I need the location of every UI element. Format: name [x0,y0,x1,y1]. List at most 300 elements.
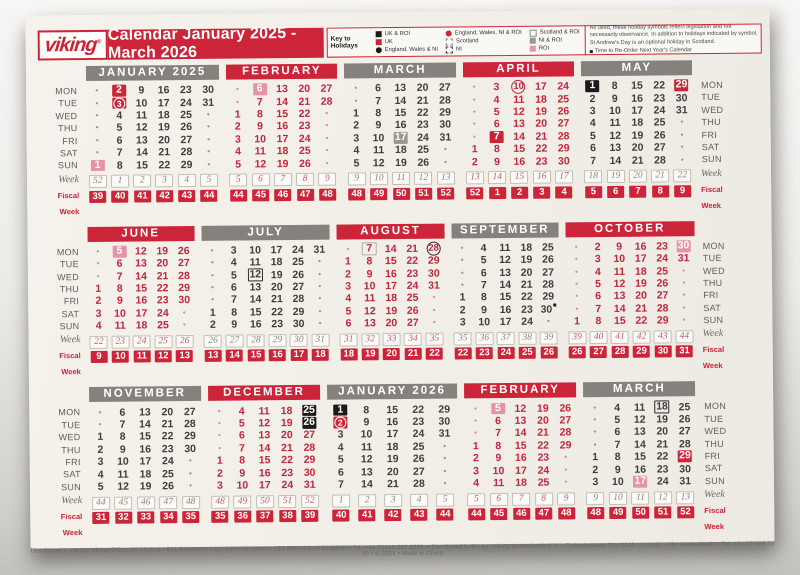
day-cell [89,406,112,419]
day-cell [508,93,530,106]
week-numbers [90,496,202,510]
empty-dot: • [682,315,686,325]
day-cell [670,79,692,92]
fiscal-week-number: 15 [248,350,265,362]
empty-dot: • [443,453,447,463]
date: 18 [515,476,527,489]
date: 20 [386,465,399,478]
empty-dot: • [575,291,579,301]
day-cell [651,240,673,253]
day-cell [249,158,271,171]
day-cell [111,406,134,419]
day-cell [487,477,510,490]
date: 29 [303,454,316,467]
date: 16 [385,267,397,280]
date: 30 [303,466,316,479]
date: 8 [239,454,246,467]
date: 12 [363,305,376,318]
date: 5 [493,106,500,119]
day-cell [276,442,299,455]
date: 5 [595,278,602,291]
date: 28 [178,269,190,282]
date: 6 [495,415,501,428]
day-cell [130,109,152,122]
day-cell [487,464,510,477]
fiscal-week-number: 41 [359,509,376,521]
date: 18 [631,117,644,130]
empty-dot: • [95,123,99,133]
day-label: WED [704,426,727,437]
week-number: 14 [488,171,506,184]
day-cell [328,466,354,479]
date: 4 [345,292,352,306]
day-cell [89,481,112,494]
date: 26 [678,413,691,426]
day-cell [223,294,245,307]
legend-item [530,37,580,44]
date: 3 [337,428,344,442]
date: 21 [535,130,548,143]
month-december [208,385,322,524]
day-cell [652,290,674,303]
date: 19 [395,156,407,169]
day-cell [411,82,433,95]
month-header: JANUARY 2025 [85,65,219,81]
holiday-date: 25 [303,403,315,416]
date: 3 [216,479,223,492]
date: 14 [136,146,148,159]
week-number: 43 [654,330,672,343]
fiscal-week-number: 50 [632,507,649,519]
day-cell [152,307,174,320]
day-cell [275,417,298,430]
day-cell [271,108,293,121]
day-cell [674,463,697,476]
date: 1 [353,107,359,120]
date: 14 [634,438,646,451]
day-cell [309,305,331,318]
month-days [201,243,330,331]
date: 13 [258,429,271,442]
holiday-date: 29 [675,78,688,91]
day-cell [245,294,267,307]
day-cell [530,142,552,155]
day-cell [473,316,495,329]
week-number: 51 [278,495,296,508]
date: 10 [492,464,505,477]
date: 7 [337,478,344,491]
date: 29 [178,282,190,295]
day-cell [532,402,555,415]
day-cell [271,120,293,133]
date: 4 [480,242,487,255]
day-cell [86,159,108,172]
empty-dot: • [474,416,478,426]
legend-item-label: England, Wales & NI [384,46,439,54]
day-cell [673,277,695,290]
fiscal-week-number: 37 [257,510,274,522]
day-cell [509,439,532,452]
empty-dot: • [236,97,239,107]
date: 2 [594,240,601,254]
day-cell [244,256,266,269]
day-cell [673,302,695,315]
day-cell [423,242,445,255]
date: 24 [156,307,169,320]
day-cell [463,131,485,144]
day-cell [293,83,315,96]
date: 14 [514,427,527,440]
day-cell [245,281,267,294]
day-cell [368,156,390,169]
day-cell [337,243,359,256]
day-cell [494,279,516,292]
day-cell [565,241,587,254]
date: 2 [589,92,596,105]
day-cell [198,146,220,159]
day-cell [245,318,267,331]
week-number: 32 [361,333,379,346]
date: 6 [345,317,352,330]
day-cell [266,269,288,282]
date: 12 [254,157,267,170]
empty-dot: • [95,110,99,120]
date: 23 [535,155,548,168]
date: 17 [385,280,397,293]
day-cell [288,306,310,319]
date: 8 [116,159,123,172]
holiday-note [585,24,758,56]
date: 15 [394,106,407,120]
date: 3 [97,456,104,469]
date: 9 [366,267,373,281]
day-cell [152,294,174,307]
day-cell [607,476,630,489]
day-cell [463,106,485,119]
date: 13 [360,465,373,478]
dashed-square-dark-icon [446,46,453,53]
date: 7 [231,294,238,307]
day-cell [109,307,131,320]
day-label: SUN [61,481,82,493]
date: 22 [271,306,283,319]
day-cell [532,427,555,440]
date: 5 [97,480,104,493]
day-cell [266,306,288,319]
day-labels-right [696,60,731,210]
week-number: 44 [92,496,110,509]
fiscal-week-number: 22 [454,348,471,360]
date: 3 [473,464,480,477]
date: 31 [428,279,440,292]
day-cell [485,81,507,94]
fiscal-week-number: 2 [511,187,528,199]
fiscal-week-numbers [452,347,559,360]
date: 11 [609,117,621,130]
holiday-legend [376,29,580,54]
day-cell [532,464,555,477]
day-cell [354,441,380,454]
day-cell [651,253,673,266]
date: 12 [360,453,373,466]
day-cell [381,317,403,330]
day-cell [651,475,674,488]
empty-dot: • [182,320,186,330]
day-cell [131,295,153,308]
week-number: 13 [676,491,694,504]
holiday-date: 29 [679,449,691,462]
fiscal-week-numbers [584,506,696,519]
fiscal-week-number: 39 [89,191,106,203]
day-cell [423,267,445,280]
day-cell [298,441,321,454]
date: 18 [520,241,533,254]
week-number: 28 [247,334,265,347]
date: 12 [372,156,385,169]
fiscal-week-number: 31 [92,512,109,524]
date: 25 [541,241,554,254]
week-number: 10 [609,492,627,505]
legend-item-label: NI [456,46,462,53]
fiscal-week-number: 42 [385,509,402,521]
day-cell [674,438,697,451]
date: 18 [386,440,399,453]
day-label: THU [61,444,81,455]
empty-dot: • [95,98,99,108]
day-cell [555,476,578,489]
day-cell [112,468,135,481]
date: 1 [216,454,223,467]
day-cell [473,267,495,280]
day-cell [327,416,353,429]
day-cell [253,467,276,480]
day-cell [538,291,560,304]
day-cell [179,430,202,443]
day-cell [629,451,652,464]
day-cell [516,254,538,267]
day-label: WED [55,110,78,122]
day-cell [202,282,224,295]
week-row-label: Week [704,489,725,501]
day-cell [223,257,245,270]
date: 8 [375,107,382,120]
day-cell [226,83,248,96]
date: 23 [653,92,666,105]
empty-dot: • [444,157,447,167]
empty-dot: • [593,402,597,412]
date: 8 [116,282,123,295]
day-cell [249,96,271,109]
date: 6 [119,406,126,419]
day-cell [231,430,254,443]
day-cell [179,480,202,493]
fiscal-week-number: 13 [205,350,222,362]
day-cell [134,443,157,456]
empty-dot: • [210,270,214,280]
day-cell [316,157,338,170]
day-label: MON [58,407,81,418]
day-cell [316,107,338,120]
day-cell [248,83,270,96]
date: 19 [270,268,283,281]
empty-dot: • [318,306,322,316]
date: 20 [631,141,644,154]
date: 17 [258,479,271,492]
date: 4 [95,320,102,333]
day-cell [452,292,474,305]
date: 29 [439,106,451,119]
date: 16 [499,303,512,316]
day-cell [173,282,195,295]
fiscal-week-number: 18 [340,349,357,361]
holiday-date: 28 [427,242,441,256]
day-cell [175,84,197,97]
day-cell [271,145,293,158]
date: 9 [375,119,382,132]
day-label: SUN [701,154,722,165]
day-label: SAT [703,302,722,313]
day-cell [538,316,560,329]
date: 17 [499,316,512,329]
date: 15 [384,255,397,268]
day-cell [406,453,432,466]
holiday-date: 6 [253,84,267,96]
week-number: 15 [510,171,528,184]
day-cell [271,83,293,96]
week-number: 5 [436,493,454,506]
legend-item [376,38,438,46]
date: 27 [656,289,669,303]
day-cell [208,417,231,430]
empty-dot: • [593,439,597,449]
empty-dot: • [98,419,102,429]
day-label: WED [57,271,80,282]
day-cell [131,134,153,147]
date: 31 [202,96,215,109]
date: 13 [135,257,147,270]
day-cell [434,106,456,119]
date: 26 [177,244,190,258]
date: 11 [373,144,385,157]
day-label: SUN [57,160,78,171]
day-cell [175,96,197,109]
day-cell [197,133,219,146]
date: 3 [234,133,241,146]
day-cell [134,480,157,493]
day-cell [86,85,108,98]
date: 26 [656,277,669,290]
fiscal-week-number: 52 [677,506,694,518]
day-cell [412,131,434,144]
day-cell [130,97,152,110]
day-cell [673,401,696,414]
date: 14 [499,279,512,292]
holiday-date: 18 [656,400,668,413]
day-cell [338,305,360,318]
holiday-date: 7 [490,131,504,143]
day-cell [628,401,651,414]
footer-fine-print: Distributed in UK by: Viking Office UK Limited • 501 Beaumont Leys Lane • Leicester LE4 2BN United Kingdom • Tel. +44 (0)116 237 2006. • Distributed in EU by: Viking Netherlands B.V. • Columbusweg 33 • 5928 LA Venlo • The Netherlands • Tel. +31 77 326 50 00 • © 2024 • Made in China [30,541,775,558]
day-cell [266,244,288,257]
day-cell [532,476,555,489]
week-number: 16 [533,171,551,184]
day-cell [434,81,456,94]
day-cell [537,266,559,279]
day-cell [554,451,577,464]
day-cell [358,243,380,256]
day-cell [197,121,219,134]
date: 21 [156,269,169,283]
day-cell [432,440,458,453]
day-cell [345,144,367,157]
day-cell [434,156,456,169]
date: 30 [438,415,451,428]
day-cell [231,479,254,492]
day-cell [405,403,431,416]
day-cell [671,104,693,117]
date: 22 [653,79,666,92]
date: 29 [184,430,196,443]
date: 15 [386,403,399,416]
date: 21 [537,427,549,440]
date: 1 [573,315,580,328]
week-number: 8 [296,173,314,186]
day-cell [674,475,697,488]
day-cell [651,450,674,463]
day-cell [266,293,288,306]
legend-item-label: ROI [538,45,550,52]
date: 26 [292,268,305,281]
calendar-card [25,8,775,558]
day-cell [134,468,157,481]
calendar-band-3 [51,381,734,538]
date: 16 [386,416,399,429]
day-cell [298,479,321,492]
day-cell [516,266,538,279]
fiscal-week-number: 12 [155,351,172,363]
day-cell [604,105,626,118]
date: 1 [344,255,351,268]
day-cell [588,315,610,328]
day-cell [566,290,588,303]
date: 5 [353,156,360,169]
day-cell [648,79,670,92]
date: 29 [656,314,669,327]
day-cell [402,292,424,305]
day-cell [354,466,380,479]
date: 3 [594,253,601,266]
day-label: FRI [703,290,719,301]
day-cell [112,443,135,456]
day-cell [223,269,245,282]
day-cell [464,403,487,416]
week-numbers [88,335,195,349]
day-cell [131,159,153,172]
date: 20 [270,281,283,294]
day-cell [109,159,131,172]
holiday-date: 1 [333,404,347,416]
day-cell [309,281,331,294]
day-cell [555,464,578,477]
fiscal-week-row-label: Fiscal Week [701,184,723,210]
date: 23 [412,415,425,428]
month-days [87,245,195,333]
date: 12 [512,105,525,118]
date: 20 [280,429,293,442]
day-label: THU [703,277,723,288]
fiscal-week-number: 46 [513,508,530,520]
day-cell [179,455,202,468]
